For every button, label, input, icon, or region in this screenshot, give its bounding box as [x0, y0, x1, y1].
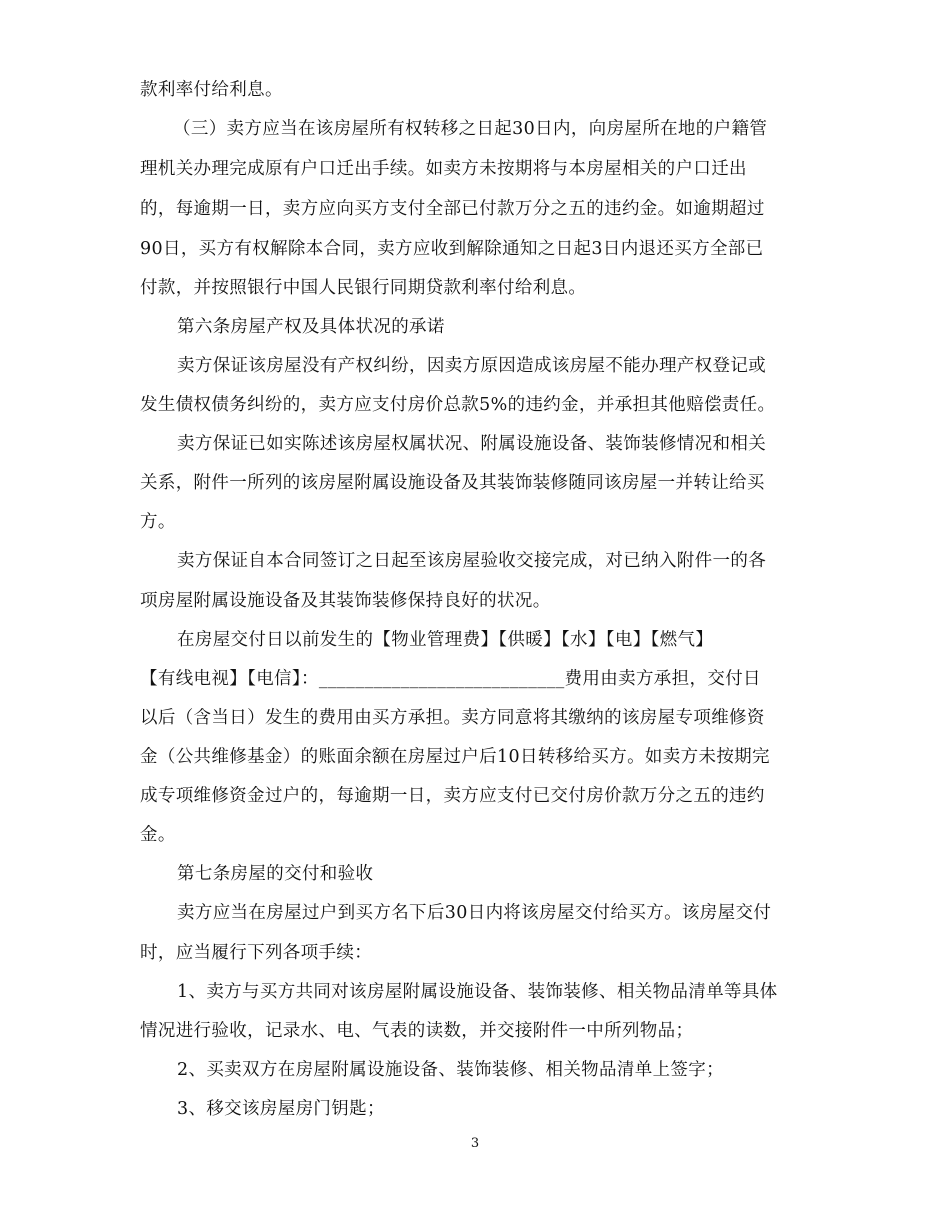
text-line: 情况进行验收，记录水、电、气表的读数，并交接附件一中所列物品；	[140, 1021, 694, 1041]
section-heading: 第六条房屋产权及具体状况的承诺	[177, 317, 445, 337]
text-line: 方。	[140, 512, 176, 532]
text-line: 理机关办理完成原有户口迁出手续。如卖方未按期将与本房屋相关的户口迁出	[140, 159, 747, 179]
text-line: 【有线电视】【电信】：___________________________费用由卖方承担，交付日	[140, 669, 761, 689]
text-line: 卖方应当在房屋过户到买方名下后30日内将该房屋交付给买方。该房屋交付	[177, 903, 772, 923]
text-line: 付款，并按照银行中国人民银行同期贷款利率付给利息。	[140, 278, 587, 298]
text-line: 款利率付给利息。	[140, 80, 283, 100]
text-line: 的，每逾期一日，卖方应向买方支付全部已付款万分之五的违约金。如逾期超过	[140, 199, 765, 219]
text-line: 时，应当履行下列各项手续：	[140, 943, 373, 963]
text-line: 卖方保证自本合同签订之日起至该房屋验收交接完成，对已纳入附件一的各	[177, 551, 767, 571]
text-line: 卖方保证已如实陈述该房屋权属状况、附属设施设备、装饰装修情况和相关	[177, 434, 767, 454]
text-line: 发生债权债务纠纷的，卖方应支付房价总款5%的违约金，并承担其他赔偿责任。	[140, 395, 776, 415]
text-line: 在房屋交付日以前发生的【物业管理费】【供暖】【水】【电】【燃气】	[177, 630, 714, 650]
text-line: 90日，买方有权解除本合同，卖方应收到解除通知之日起3日内退还买方全部已	[140, 239, 764, 259]
list-item: 1、卖方与买方共同对该房屋附属设施设备、装饰装修、相关物品清单等具体	[177, 982, 778, 1002]
text-line: 金（公共维修基金）的账面余额在房屋过户后10日转移给买方。如卖方未按期完	[140, 747, 770, 767]
text-line: 项房屋附属设施设备及其装饰装修保持良好的状况。	[140, 591, 551, 611]
page-number: 3	[470, 1136, 480, 1151]
text-line: 成专项维修资金过户的，每逾期一日，卖方应支付已交付房价款万分之五的违约	[140, 786, 765, 806]
section-heading: 第七条房屋的交付和验收	[177, 864, 374, 884]
text-line: 以后（含当日）发生的费用由买方承担。卖方同意将其缴纳的该房屋专项维修资	[140, 708, 765, 728]
text-line: 卖方保证该房屋没有产权纠纷，因卖方原因造成该房屋不能办理产权登记或	[177, 356, 767, 376]
list-item: 2、买卖双方在房屋附属设施设备、装饰装修、相关物品清单上签字；	[177, 1060, 724, 1080]
text-line: （三）卖方应当在该房屋所有权转移之日起30日内，向房屋所在地的户籍管	[173, 119, 768, 139]
list-item: 3、移交该房屋房门钥匙；	[177, 1099, 385, 1119]
text-line: 金。	[140, 825, 176, 845]
text-line: 关系，附件一所列的该房屋附属设施设备及其装饰装修随同该房屋一并转让给买	[140, 473, 765, 493]
